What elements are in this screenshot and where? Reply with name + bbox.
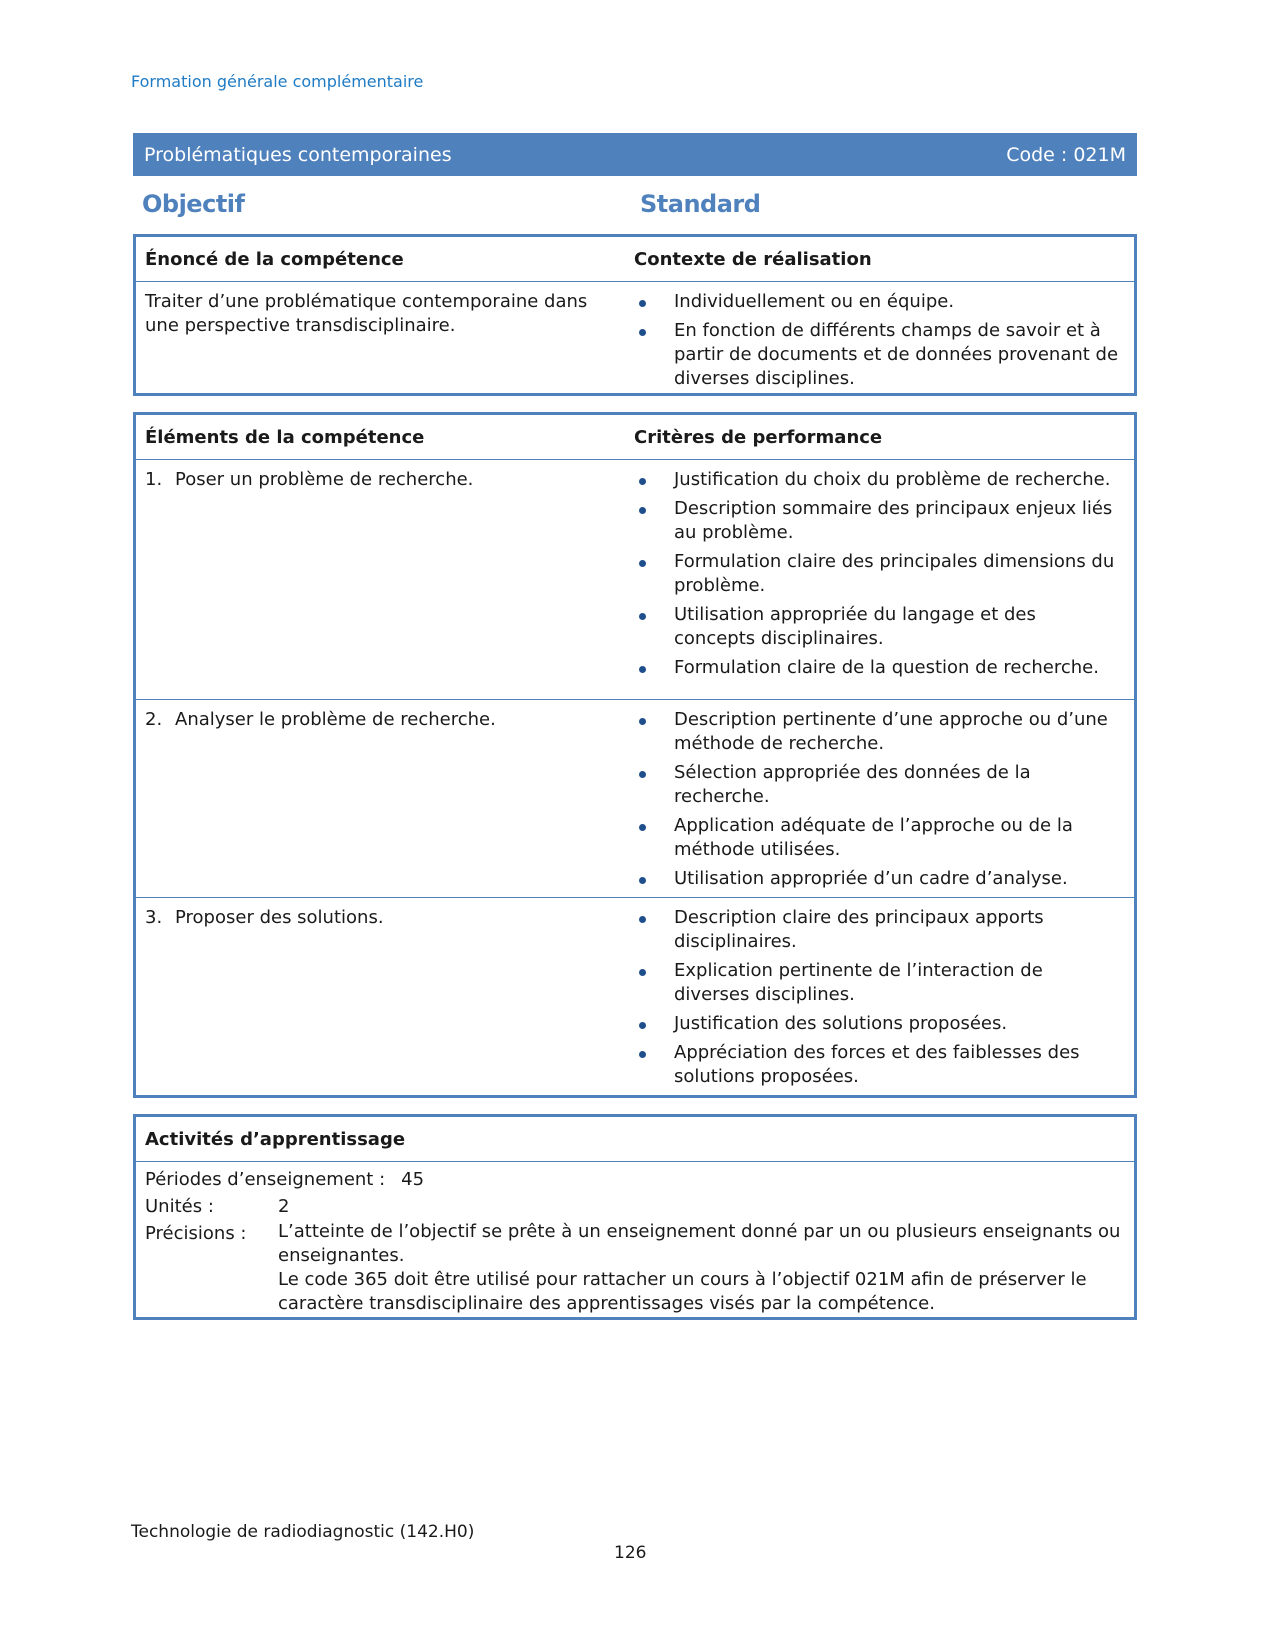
bullet-icon (639, 1022, 646, 1029)
periodes-line (145, 1166, 1125, 1193)
list-item: Appréciation des forces et des faiblesses des solutions proposées. (634, 1041, 1122, 1089)
bullet-icon (639, 1051, 646, 1058)
enonce-header: Énoncé de la compétence (145, 248, 404, 270)
list-item: Utilisation appropriée d’un cadre d’analyse. (634, 867, 1122, 891)
list-item: Explication pertinente de l’interaction de diverses disciplines. (634, 959, 1122, 1007)
periodes-value: 45 (401, 1169, 425, 1190)
enonce-header-row (136, 237, 1134, 281)
list-item: Sélection appropriée des données de la recherche. (634, 761, 1122, 809)
element-label: 3. Proposer des solutions. (145, 907, 384, 928)
criteria-list (634, 708, 1122, 891)
bullet-icon (639, 771, 646, 778)
enonce-box (133, 234, 1137, 396)
bullet-icon (639, 507, 646, 514)
elements-box (133, 412, 1137, 1098)
precisions-label: Précisions : (145, 1223, 247, 1244)
footer-program: Technologie de radiodiagnostic (142.H0) (131, 1522, 475, 1542)
criteria-list (634, 906, 1122, 1089)
enonce-text: Traiter d’une problématique contemporaine dans une perspective transdisciplinaire. (145, 291, 588, 336)
contexte-header: Contexte de réalisation (634, 248, 872, 270)
standard-label: Standard (640, 190, 761, 218)
bullet-icon (639, 560, 646, 567)
contexte-list (634, 290, 1122, 391)
activites-box (133, 1114, 1137, 1320)
list-item: En fonction de différents champs de savoir et à partir de documents et de données provenant de diverses disciplines. (634, 319, 1122, 391)
bullet-icon (639, 613, 646, 620)
course-title: Problématiques contemporaines (144, 143, 452, 166)
activites-header: Activités d’apprentissage (145, 1128, 406, 1150)
precisions-value: L’atteinte de l’objectif se prête à un enseignement donné par un ou plusieurs enseignants ou enseignantes. Le code 365 doit être utilisé pour rattacher un cours à l’objectif 021M afin de préserver le caractère transdisciplinaire des apprentissages visés par la compétence. (278, 1221, 1121, 1314)
list-item: Formulation claire de la question de recherche. (634, 656, 1122, 680)
list-item: Description pertinente d’une approche ou d’une méthode de recherche. (634, 708, 1122, 756)
elements-header-row (136, 415, 1134, 459)
periodes-label: Périodes d’enseignement : (145, 1169, 386, 1190)
elements-header: Éléments de la compétence (145, 426, 425, 448)
list-item: Individuellement ou en équipe. (634, 290, 1122, 314)
list-item: Application adéquate de l’approche ou de la méthode utilisées. (634, 814, 1122, 862)
running-head: Formation générale complémentaire (131, 72, 424, 91)
criteres-header: Critères de performance (634, 426, 883, 448)
course-code: Code : 021M (1006, 143, 1126, 166)
course-title-bar (133, 133, 1137, 176)
list-item: Justification des solutions proposées. (634, 1012, 1122, 1036)
enonce-content-row (136, 281, 1134, 396)
criteria-list (634, 468, 1122, 680)
bullet-icon (639, 666, 646, 673)
element-label: 2. Analyser le problème de recherche. (145, 709, 496, 730)
objectif-label: Objectif (142, 190, 245, 218)
bullet-icon (639, 969, 646, 976)
list-item: Formulation claire des principales dimensions du problème. (634, 550, 1122, 598)
element-label: 1. Poser un problème de recherche. (145, 469, 474, 490)
unites-value: 2 (278, 1196, 290, 1217)
bullet-icon (639, 916, 646, 923)
bullet-icon (639, 877, 646, 884)
activites-content (136, 1161, 1134, 1324)
bullet-icon (639, 718, 646, 725)
list-item: Description sommaire des principaux enjeux liés au problème. (634, 497, 1122, 545)
precisions-line (145, 1220, 1125, 1316)
list-item: Justification du choix du problème de recherche. (634, 468, 1122, 492)
element-row (136, 699, 1134, 897)
element-row (136, 897, 1134, 1094)
bullet-icon (639, 329, 646, 336)
bullet-icon (639, 478, 646, 485)
list-item: Description claire des principaux apports disciplinaires. (634, 906, 1122, 954)
bullet-icon (639, 824, 646, 831)
element-row (136, 459, 1134, 699)
unites-label: Unités : (145, 1196, 214, 1217)
page-number: 126 (614, 1543, 647, 1563)
list-item: Utilisation appropriée du langage et des concepts disciplinaires. (634, 603, 1122, 651)
unites-line (145, 1193, 1125, 1220)
bullet-icon (639, 300, 646, 307)
